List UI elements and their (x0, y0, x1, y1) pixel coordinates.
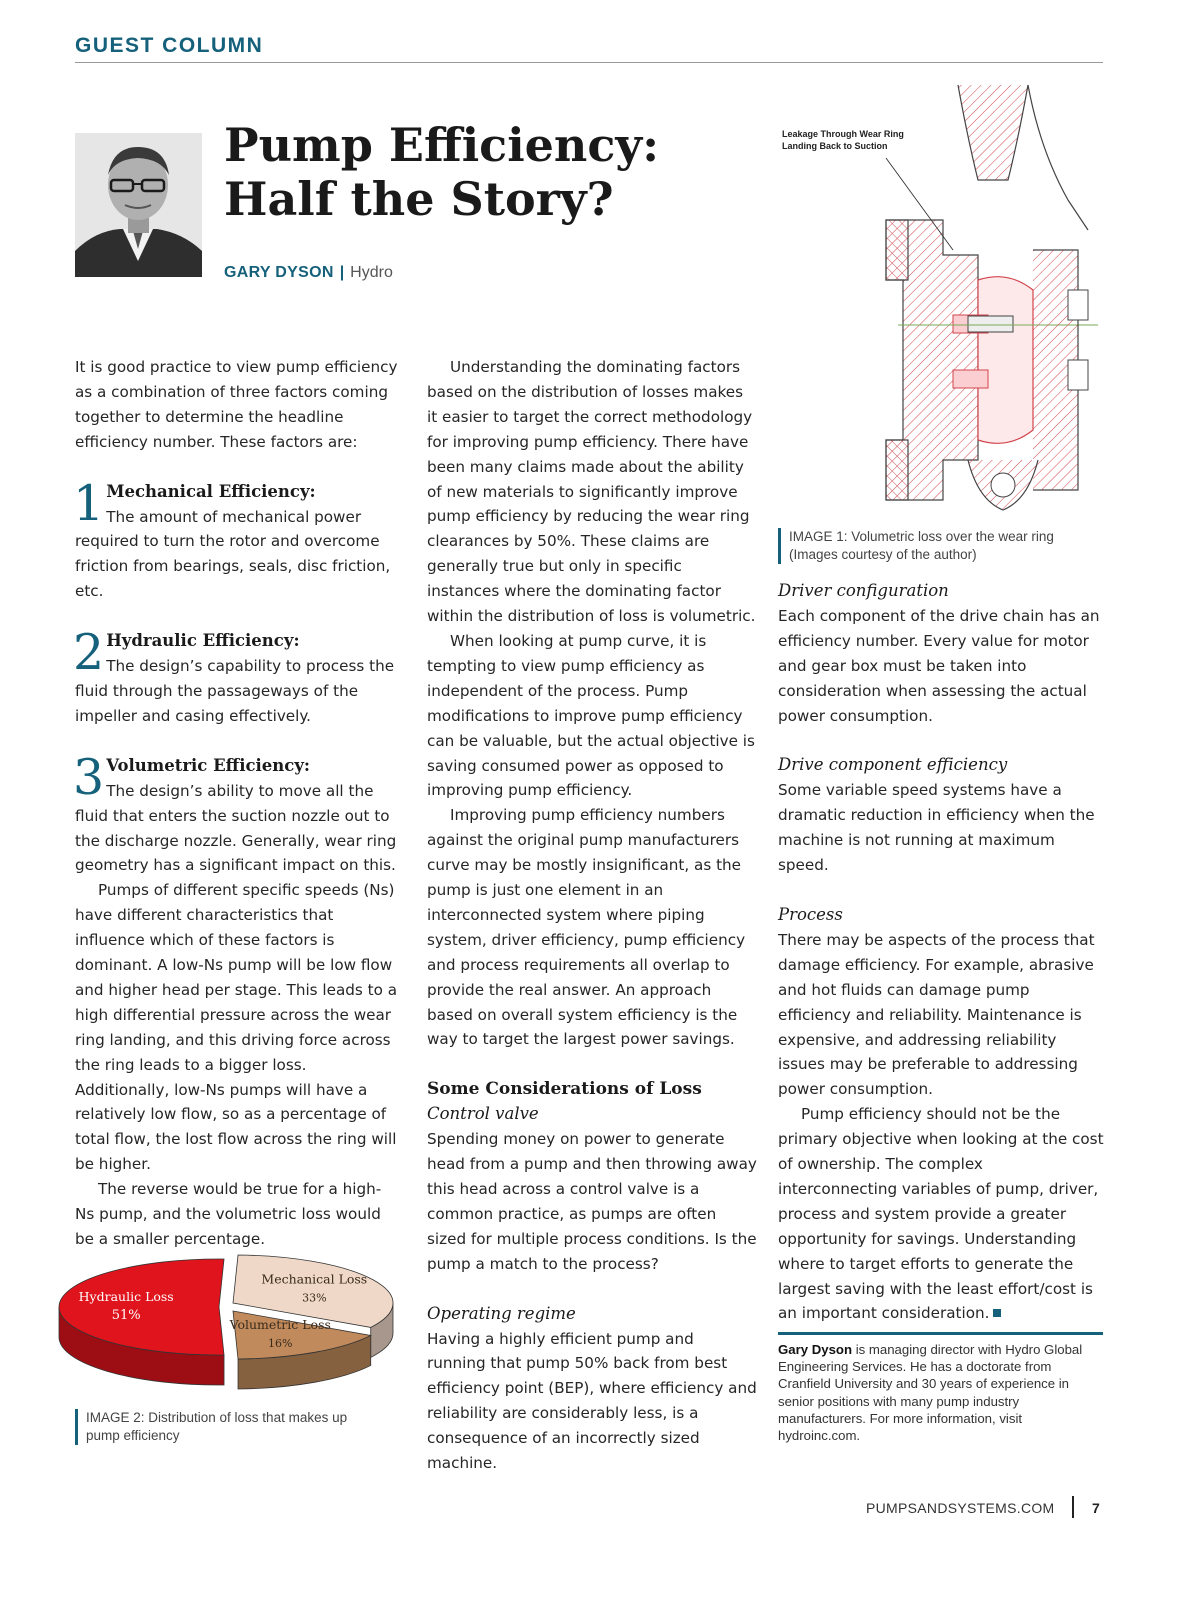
column-2 (427, 355, 757, 1476)
closing-text: Pump efficiency should not be the primary objective when looking at the cost of ownership. The complex interconnecting variables of pump, driver, process and system provide a greater opportunity for savings. Understanding where to target efforts to generate the largest saving with the least effort/cost is an important consideration. (778, 1105, 1104, 1323)
col2-paragraph-3: Improving pump efficiency numbers against the original pump manufacturers curve may be mostly insignificant, as the pump is just one element in an interconnected system where piping system, driver efficiency, pump efficiency and process requirements all overlap to provide the real answer. An approach based on overall system efficiency is the way to target the largest power savings. (427, 806, 746, 1049)
footer-site: PUMPSANDSYSTEMS.COM (866, 1500, 1055, 1516)
factor-number: 1 (73, 474, 105, 532)
article-title: Pump Efficiency: Half the Story? (224, 118, 660, 226)
factor-text: The design’s capability to process the fluid through the passageways of the impeller and casing effectively. (75, 657, 395, 725)
pie-label-value: 51% (111, 1308, 141, 1323)
byline-separator: | (339, 264, 345, 281)
author-bio (778, 1341, 1103, 1444)
factor-number: 2 (73, 624, 105, 682)
pie-svg (30, 1245, 420, 1400)
subhead-considerations: Some Considerations of Loss (427, 1079, 702, 1100)
factor-volumetric (73, 748, 400, 879)
author-photo (75, 133, 202, 277)
heading-driver-configuration: Driver configuration (778, 581, 949, 600)
section-label: GUEST COLUMN (75, 34, 264, 57)
footer-divider (1072, 1496, 1074, 1518)
page-number: 7 (1092, 1500, 1100, 1516)
bio-text: is managing director with Hydro Global Engineering Services. He has a doctorate from Cranfield University and 30 years of experience in senior positions with many pump industry manufacturers. For more information, visit hydroinc.com. (778, 1342, 1083, 1444)
pie-label-category: Hydraulic Loss (78, 1289, 174, 1304)
author-name: GARY DYSON (224, 264, 334, 281)
closing-paragraph (778, 1102, 1105, 1326)
process-paragraph: There may be aspects of the process that damage efficiency. For example, abrasive and hot fluids can damage pump efficiency and reliability. Maintenance is expensive, and addressing reliability issues may be preferable to addressing power consumption. (778, 930, 1095, 1099)
image2-caption-line1: IMAGE 2: Distribution of loss that makes up (86, 1410, 348, 1425)
factor-heading: Volumetric Efficiency: (106, 755, 310, 775)
image1-caption (778, 528, 1109, 564)
loss-distribution-chart (30, 1245, 420, 1400)
image1-caption-line2: (Images courtesy of the author) (789, 547, 977, 562)
operating-regime-paragraph: Having a highly efficient pump and running that pump 50% back from best efficiency point (BEP), where efficiency and reliability are considerably less, is a consequence of an incorrectly sized machine. (427, 1329, 757, 1473)
drive-component-paragraph: Some variable speed systems have a dramatic reduction in efficiency when the machine is not running at maximum speed. (778, 781, 1095, 875)
author-organization: Hydro (350, 264, 393, 281)
factor-mechanical (73, 474, 400, 605)
diagram-label-line1: Leakage Through Wear Ring (782, 129, 904, 139)
pie-label-value: 16% (268, 1336, 293, 1350)
factor-hydraulic (73, 624, 400, 729)
column-1 (75, 355, 400, 1252)
heading-process: Process (778, 904, 843, 924)
image2-caption-line2: pump efficiency (86, 1428, 180, 1443)
pie-label-value: 33% (302, 1291, 327, 1305)
col2-paragraph-2: When looking at pump curve, it is tempting to view pump efficiency as independent of the process. Pump modifications to improve pump efficiency can be valuable, but the actual objective is saving consumed power as opposed to improving pump efficiency. (427, 631, 755, 800)
factor-number: 3 (73, 748, 105, 806)
diagram-label-line2: Landing Back to Suction (782, 141, 888, 151)
bio-rule (778, 1332, 1103, 1335)
col2-paragraph-1: Understanding the dominating factors based on the distribution of losses makes it easier to target the correct methodology for improving pump efficiency. There have been many claims made about the ability of new materials to significantly improve pump efficiency by reducing the wear ring clearances by 50%. These claims are generally true but only in specific instances where the dominating factor within the distribution of loss is volumetric. (427, 358, 756, 626)
pie-label-category: Volumetric Loss (229, 1316, 331, 1332)
factor-heading: Mechanical Efficiency: (106, 481, 316, 501)
pie-label-category: Mechanical Loss (261, 1271, 368, 1287)
reverse-paragraph: The reverse would be true for a high-Ns pump, and the volumetric loss would be a smaller percentage. (75, 1180, 382, 1248)
end-mark-icon (993, 1309, 1001, 1317)
specific-speed-paragraph: Pumps of different specific speeds (Ns) have different characteristics that influence which of these factors is dominant. A low-Ns pump will be low flow and higher head per stage. This leads to a high differential pressure across the wear ring landing, and this driving force across the ring leads to a bigger loss. Additionally, low-Ns pumps will have a relatively low flow, so as a percentage of total flow, the lost flow across the ring will be higher. (75, 881, 398, 1174)
bio-name: Gary Dyson (778, 1342, 853, 1357)
control-valve-paragraph: Spending money on power to generate head from a pump and then throwing away this head across a control valve is a common practice, as pumps are often sized for multiple process conditions. Is the pump a match to the process? (427, 1130, 757, 1273)
image2-caption (75, 1409, 406, 1445)
byline (224, 264, 393, 282)
heading-operating-regime: Operating regime (427, 1303, 576, 1323)
intro-paragraph: It is good practice to view pump efficiency as a combination of three factors coming together to determine the headline efficiency number. These factors are: (75, 358, 398, 451)
column-3 (778, 579, 1105, 1326)
factor-heading: Hydraulic Efficiency: (106, 631, 300, 651)
image1-caption-line1: IMAGE 1: Volumetric loss over the wear ring (789, 529, 1054, 544)
header-rule (75, 62, 1103, 63)
heading-control-valve: Control valve (427, 1104, 539, 1124)
factor-text: The amount of mechanical power required to turn the rotor and overcome friction from bearings, seals, disc friction, etc. (75, 507, 391, 601)
pump-cross-section-diagram (778, 80, 1103, 520)
heading-drive-component-efficiency: Drive component efficiency (778, 755, 1008, 775)
factor-text: The design’s ability to move all the fluid that enters the suction nozzle out to the discharge nozzle. Generally, wear ring geometry has a significant impact on this. (75, 781, 397, 875)
driver-configuration-paragraph: Each component of the drive chain has an efficiency number. Every value for motor and gear box must be taken into consideration when assessing the actual power consumption. (778, 606, 1100, 725)
